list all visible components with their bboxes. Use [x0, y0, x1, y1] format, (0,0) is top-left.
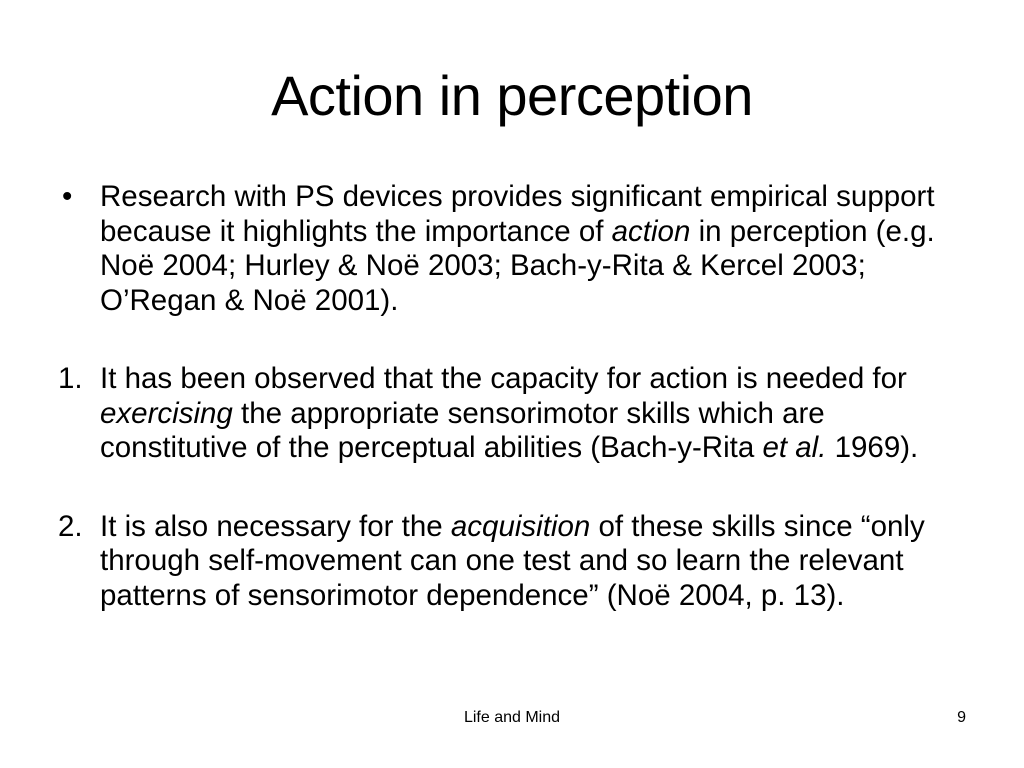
- item-emphasis-exercising: exercising: [100, 396, 233, 430]
- item-text: It has been observed that the capacity for action is needed for: [100, 362, 907, 395]
- item-emphasis-et-al: et al.: [762, 431, 827, 464]
- bullet-marker: •: [62, 180, 73, 213]
- numbered-item-1: [58, 362, 978, 466]
- page-number: 9: [957, 709, 966, 726]
- item-text: in perception (e.g. Noë 2004; Hurley & Noë 2003; Bach-y-Rita & Kercel 2003; O’Regan & Noë 2001).: [100, 214, 935, 317]
- item-emphasis-action: action: [611, 214, 691, 248]
- item-emphasis-acquisition: acquisition: [450, 509, 591, 543]
- slide-title: Action in perception: [271, 64, 753, 127]
- item-text: 1969).: [826, 431, 919, 464]
- item-text: the appropriate sensorimotor skills which are constitutive of the perceptual abilities (Bach-y-Rita: [100, 396, 825, 464]
- bullet-item-research: [58, 180, 978, 318]
- numbered-item-2: [58, 510, 978, 614]
- footer-title: Life and Mind: [463, 709, 561, 726]
- item-text: Research with PS devices provides significant empirical support because it highlights the importance of: [100, 180, 935, 248]
- item-text: of these skills since “only through self-movement can one test and so learn the relevant patterns of sensorimotor dependence” (Noë 2004, p. 13).: [100, 509, 925, 612]
- slide-body: [58, 180, 978, 613]
- number-marker: 1.: [58, 362, 83, 395]
- number-marker: 2.: [58, 509, 83, 543]
- item-text: It is also necessary for the: [100, 509, 451, 543]
